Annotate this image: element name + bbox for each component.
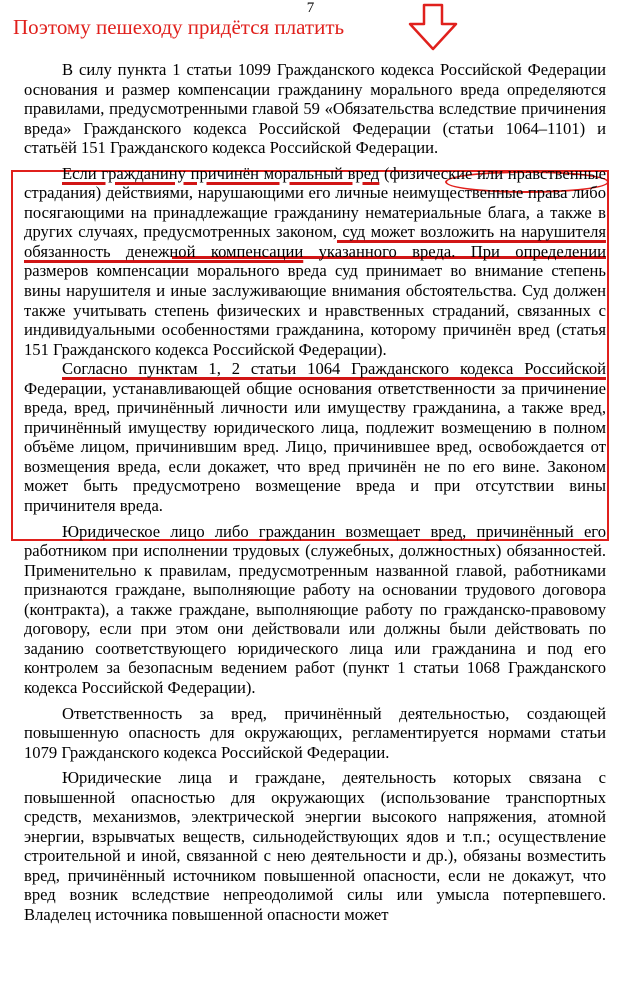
paragraph-3: Согласно пунктам 1, 2 статьи 1064 Гражданского кодекса Российской Федерации, устанавливающей общие основания ответственности за причинение вреда, вред, причинённый личности или имуществу гражданина, а также вред, причинённый имуществу юридического лица, подлежит возмещению в полном объёме лицом, причинившим вред. Лицо, причинившее вред, освобождается от возмещения вреда, если докажет, что вред причинён не по его вине. Законом может быть предусмотрено возмещение вреда и при отсутствии вины причинителя вреда. <box>24 359 606 516</box>
underlined-phrase: Согласно пунктам 1, 2 статьи 1064 Гражданского кодекса Российской <box>62 359 606 379</box>
paragraph-5: Ответственность за вред, причинённый деятельностью, создающей повышенную опасность для окружающих, регламентируется нормами статьи 1079 Гражданского кодекса Российской Федерации. <box>24 703 606 762</box>
paragraph-6: Юридические лица и граждане, деятельность которых связана с повышенной опасностью для окружающих (использование транспортных средств, механизмов, электрической энергии высокого напряжения, атомной энергии, взрывчатых веществ, сильнодействующих ядов и т.п.; осуществление строительной и иной, связанной с нею деятельности и др.), обязаны возместить вред, причинённый источником повышенной опасности, если не докажут, что вред возник вследствие непреодолимой силы или умысла потерпевшего. Владелец источника повышенной опасности может <box>24 768 606 924</box>
paragraph-2: Если гражданину причинён моральный вред (физические или нравственные страдания) действиями, нарушающими его личные неимущественные права либо посягающими на принадлежащие гражданину нематериальные блага, а также в других случаях, предусмотренных законом, суд может возложить на нарушителя обязанность денежной компенсации указанного вреда. При определении размеров компенсации морального вреда суд принимает во внимание степень вины нарушителя и иные заслуживающие внимания обстоятельства. Суд должен также учитывать степень физических и нравственных страданий, связанных с индивидуальными особенностями гражданина, которому причинён вред (статья 151 Гражданского кодекса Российской Федерации). <box>24 163 607 359</box>
annotation-title: Поэтому пешеходу придётся платить <box>13 15 345 39</box>
circled-phrase: (физические или <box>379 163 504 183</box>
down-arrow-icon <box>404 2 464 52</box>
paragraph-4: Юридическое лицо либо гражданин возмещает вред, причинённый его работником при исполнении трудовых (служебных, должностных) обязанностей. Применительно к правилам, предусмотренным названной главой, работниками признаются граждане, выполняющие работу на основании трудового договора (контракта), а также граждане, выполняющие работу по гражданско-правовому договору, если при этом они действовали или должны были действовать по заданию соответствующего юридического лица или гражданина и под его контролем за безопасным ведением работ (пункт 1 статьи 1068 Гражданского кодекса Российской Федерации). <box>24 521 606 697</box>
underlined-phrase: суд может возложить на нарушителя обязанность денежной компенсации <box>24 222 606 261</box>
paragraph-1: В силу пункта 1 статьи 1099 Гражданского кодекса Российской Федерации основания и размер компенсации гражданину морального вреда определяются правилами, предусмотренными главой 59 «Обязательства вследствие причинения вреда» Гражданского кодекса Российской Федерации (статьи 1064–1101) и статьёй 151 Гражданского кодекса Российской Федерации. <box>24 60 606 158</box>
document-body <box>24 60 606 925</box>
underlined-phrase: Если гражданину причинён моральный вред <box>62 163 380 183</box>
page-number: 7 <box>306 0 315 16</box>
